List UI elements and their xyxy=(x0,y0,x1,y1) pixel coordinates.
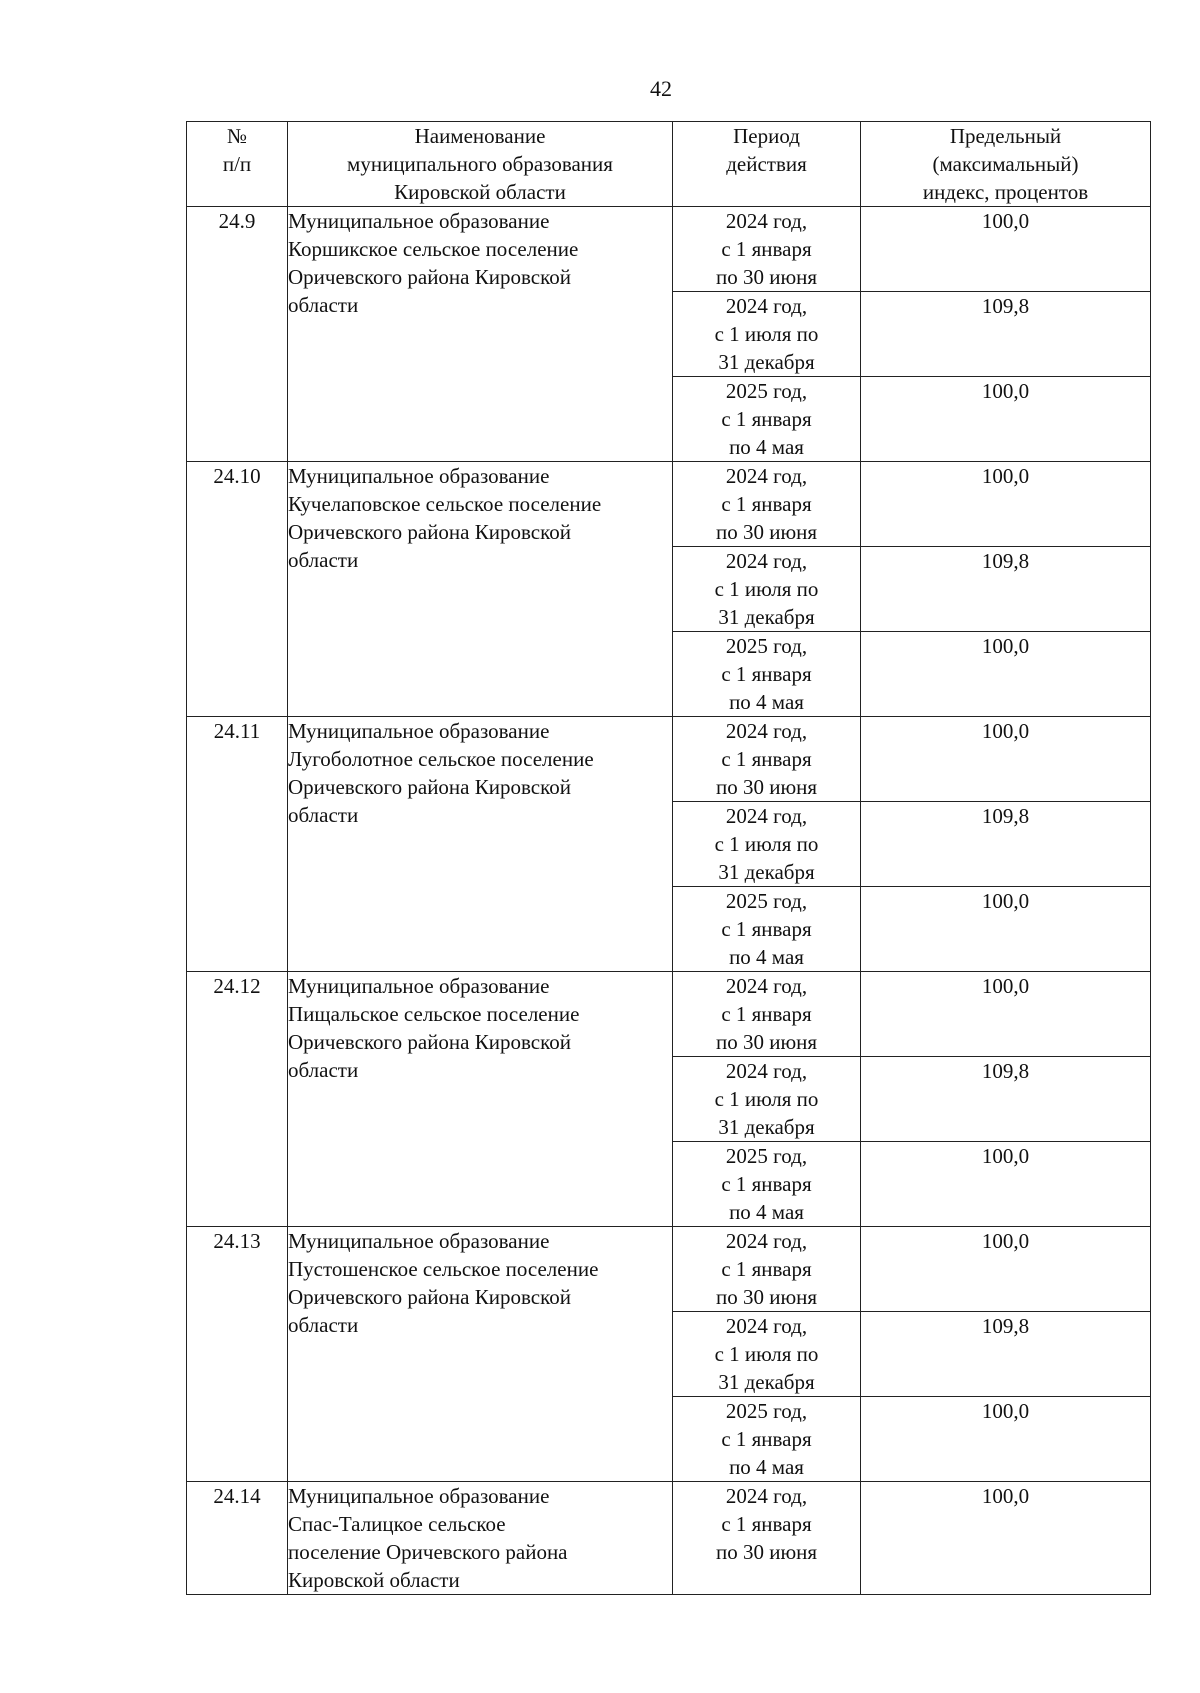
index-value: 100,0 xyxy=(861,1397,1151,1482)
municipality-name-line: Оричевского района Кировской xyxy=(288,1030,571,1054)
page-number: 42 xyxy=(650,76,672,101)
index-value: 109,8 xyxy=(861,547,1151,632)
period-line: с 1 января xyxy=(721,1427,812,1451)
table-header-row xyxy=(187,122,1151,207)
period-line: 2024 год, xyxy=(725,719,808,743)
table-row xyxy=(187,717,1151,802)
tariff-index-table xyxy=(186,121,1151,1595)
table-row xyxy=(187,1227,1151,1312)
period-line: 31 декабря xyxy=(718,605,815,629)
period-cell xyxy=(673,462,861,547)
index-value: 109,8 xyxy=(861,1312,1151,1397)
period-cell xyxy=(673,1142,861,1227)
period-line: 2024 год, xyxy=(725,1484,808,1508)
period-line: с 1 января xyxy=(721,407,812,431)
period-line: с 1 января xyxy=(721,917,812,941)
municipality-name-line: Оричевского района Кировской xyxy=(288,775,571,799)
municipality-name xyxy=(288,972,673,1227)
index-value: 100,0 xyxy=(861,377,1151,462)
header-period: Период действия xyxy=(673,122,861,207)
municipality-name-line: поселение Оричевского района xyxy=(288,1540,568,1564)
period-line: 2024 год, xyxy=(725,974,808,998)
period-cell xyxy=(673,377,861,462)
period-cell xyxy=(673,207,861,292)
table-row xyxy=(187,207,1151,292)
municipality-name-line: Муниципальное образование xyxy=(288,1229,550,1253)
index-value: 109,8 xyxy=(861,1057,1151,1142)
municipality-name-line: Муниципальное образование xyxy=(288,209,550,233)
period-line: с 1 января xyxy=(721,237,812,261)
period-line: 2024 год, xyxy=(725,1314,808,1338)
municipality-name-line: области xyxy=(288,1313,359,1337)
index-value: 100,0 xyxy=(861,717,1151,802)
period-cell xyxy=(673,1397,861,1482)
header-name: Наименование муниципального образования Кировской области xyxy=(288,122,673,207)
municipality-name-line: области xyxy=(288,1058,359,1082)
period-line: по 30 июня xyxy=(715,520,818,544)
row-number: 24.10 xyxy=(187,462,288,717)
period-cell xyxy=(673,292,861,377)
index-value: 100,0 xyxy=(861,887,1151,972)
period-line: по 4 мая xyxy=(729,1455,804,1479)
period-cell xyxy=(673,802,861,887)
table-row xyxy=(187,972,1151,1057)
municipality-name-line: Оричевского района Кировской xyxy=(288,520,571,544)
period-line: 2024 год, xyxy=(725,549,808,573)
municipality-name xyxy=(288,1227,673,1482)
municipality-name-line: Пищальское сельское поселение xyxy=(288,1002,580,1026)
index-value: 109,8 xyxy=(861,802,1151,887)
index-value: 100,0 xyxy=(861,462,1151,547)
period-cell xyxy=(673,1482,861,1595)
municipality-name xyxy=(288,1482,673,1595)
index-value: 100,0 xyxy=(861,1142,1151,1227)
table-row xyxy=(187,462,1151,547)
municipality-name-line: области xyxy=(288,293,359,317)
municipality-name xyxy=(288,207,673,462)
period-line: 2024 год, xyxy=(725,294,808,318)
period-line: 2025 год, xyxy=(725,379,808,403)
period-cell xyxy=(673,972,861,1057)
municipality-name-line: Лугоболотное сельское поселение xyxy=(288,747,594,771)
header-index: Предельный (максимальный) индекс, процентов xyxy=(861,122,1151,207)
period-line: 31 декабря xyxy=(718,860,815,884)
row-number: 24.12 xyxy=(187,972,288,1227)
period-line: по 30 июня xyxy=(715,265,818,289)
index-value: 100,0 xyxy=(861,207,1151,292)
municipality-name-line: Коршикское сельское поселение xyxy=(288,237,579,261)
period-cell xyxy=(673,632,861,717)
period-line: с 1 января xyxy=(721,1002,812,1026)
period-line: с 1 июля по xyxy=(714,1342,819,1366)
period-line: по 4 мая xyxy=(729,435,804,459)
municipality-name-line: Оричевского района Кировской xyxy=(288,265,571,289)
header-num: № п/п xyxy=(187,122,288,207)
period-line: по 4 мая xyxy=(729,1200,804,1224)
municipality-name-line: области xyxy=(288,803,359,827)
period-line: по 4 мая xyxy=(729,945,804,969)
period-line: 2024 год, xyxy=(725,1059,808,1083)
period-line: по 30 июня xyxy=(715,1030,818,1054)
index-value: 100,0 xyxy=(861,972,1151,1057)
row-number: 24.14 xyxy=(187,1482,288,1595)
period-line: 2024 год, xyxy=(725,804,808,828)
period-line: с 1 января xyxy=(721,747,812,771)
period-cell xyxy=(673,547,861,632)
period-line: с 1 января xyxy=(721,1257,812,1281)
period-line: 2024 год, xyxy=(725,1229,808,1253)
period-line: 2025 год, xyxy=(725,1144,808,1168)
municipality-name-line: Муниципальное образование xyxy=(288,464,550,488)
municipality-name-line: Пустошенское сельское поселение xyxy=(288,1257,599,1281)
index-value: 100,0 xyxy=(861,1482,1151,1595)
municipality-name-line: Муниципальное образование xyxy=(288,974,550,998)
period-line: с 1 июля по xyxy=(714,577,819,601)
period-line: по 30 июня xyxy=(715,775,818,799)
period-cell xyxy=(673,1227,861,1312)
table-row xyxy=(187,1482,1151,1595)
index-value: 109,8 xyxy=(861,292,1151,377)
period-line: 2024 год, xyxy=(725,464,808,488)
period-cell xyxy=(673,1312,861,1397)
period-cell xyxy=(673,1057,861,1142)
municipality-name-line: Муниципальное образование xyxy=(288,719,550,743)
period-cell xyxy=(673,887,861,972)
period-line: с 1 июля по xyxy=(714,1087,819,1111)
period-line: по 30 июня xyxy=(715,1540,818,1564)
index-value: 100,0 xyxy=(861,632,1151,717)
index-value: 100,0 xyxy=(861,1227,1151,1312)
row-number: 24.13 xyxy=(187,1227,288,1482)
period-line: 2025 год, xyxy=(725,889,808,913)
municipality-name-line: Муниципальное образование xyxy=(288,1484,550,1508)
period-line: 2025 год, xyxy=(725,1399,808,1423)
period-line: 2025 год, xyxy=(725,634,808,658)
period-line: с 1 января xyxy=(721,492,812,516)
municipality-name-line: Спас-Талицкое сельское xyxy=(288,1512,506,1536)
period-line: с 1 января xyxy=(721,1172,812,1196)
period-line: по 30 июня xyxy=(715,1285,818,1309)
period-line: 31 декабря xyxy=(718,1370,815,1394)
municipality-name-line: Оричевского района Кировской xyxy=(288,1285,571,1309)
municipality-name-line: области xyxy=(288,548,359,572)
table-body xyxy=(187,207,1151,1595)
row-number: 24.9 xyxy=(187,207,288,462)
period-line: с 1 июля по xyxy=(714,322,819,346)
municipality-name-line: Кучелаповское сельское поселение xyxy=(288,492,602,516)
period-line: 2024 год, xyxy=(725,209,808,233)
period-line: с 1 января xyxy=(721,662,812,686)
period-cell xyxy=(673,717,861,802)
period-line: с 1 января xyxy=(721,1512,812,1536)
municipality-name-line: Кировской области xyxy=(288,1568,460,1592)
period-line: по 4 мая xyxy=(729,690,804,714)
row-number: 24.11 xyxy=(187,717,288,972)
municipality-name xyxy=(288,717,673,972)
period-line: с 1 июля по xyxy=(714,832,819,856)
period-line: 31 декабря xyxy=(718,1115,815,1139)
period-line: 31 декабря xyxy=(718,350,815,374)
municipality-name xyxy=(288,462,673,717)
